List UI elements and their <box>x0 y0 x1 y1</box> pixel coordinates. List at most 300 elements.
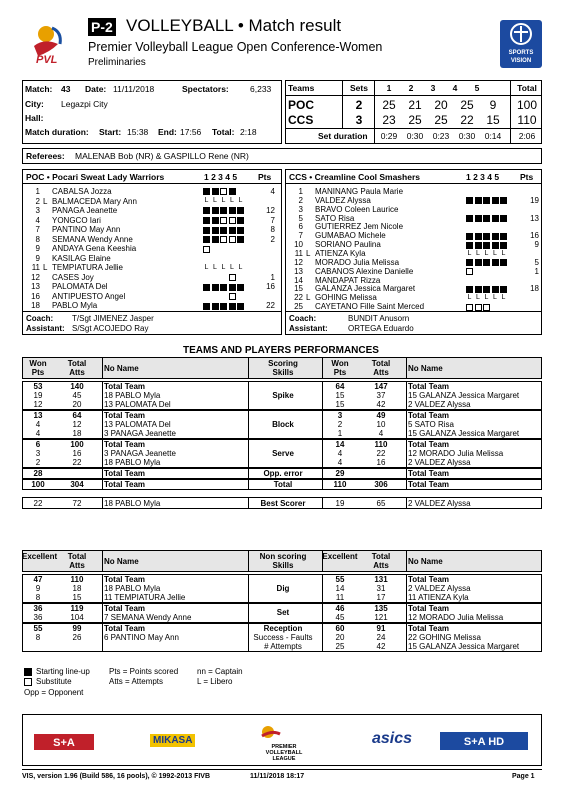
right-atts: 131 <box>374 575 388 584</box>
starter-square-icon <box>483 215 490 222</box>
libero-flag: L <box>43 196 48 206</box>
starter-square-icon <box>466 233 473 240</box>
left-name: Total Team <box>104 469 146 478</box>
player-number: 25 <box>294 302 303 312</box>
footer-version: VIS, version 1.96 (Build 586, 16 pools), © 1992-2013 FIVB <box>22 773 211 780</box>
league-name: Premier Volleyball League Open Conference-Women <box>88 40 383 54</box>
player-number: 11 <box>31 263 40 273</box>
starter-square-icon <box>237 303 244 310</box>
right-atts: 65 <box>376 499 386 508</box>
player-number: 8 <box>35 234 40 244</box>
team-b-pts-header: Pts <box>520 172 534 182</box>
roster-row <box>22 263 282 273</box>
starter-square-icon <box>492 233 499 240</box>
player-name: CABANOS Alexine Danielle <box>315 266 414 276</box>
starter-square-icon <box>212 227 219 234</box>
player-name: GUMABAO Michele <box>315 231 386 241</box>
left-won: 8 <box>35 593 41 602</box>
left-atts: 26 <box>72 633 82 642</box>
right-won: 4 <box>337 449 343 458</box>
column-header: Total <box>67 552 87 561</box>
score-total-points: 110 <box>517 113 537 127</box>
score-set-points: 21 <box>408 98 422 112</box>
starter-square-icon <box>229 227 236 234</box>
legend-starting: Starting line-up <box>36 667 90 676</box>
libero-mark: L <box>204 264 209 272</box>
starter-square-icon <box>500 286 507 293</box>
score-set-points: 25 <box>408 113 422 127</box>
starter-square-icon <box>466 242 473 249</box>
pvl-logo-text: PVL <box>36 54 58 66</box>
left-won: 4 <box>35 420 41 429</box>
left-name: 18 PABLO Myla <box>104 391 161 400</box>
right-name: 22 GOHING Melissa <box>408 633 481 642</box>
player-number: 2 <box>298 195 303 205</box>
start-time: 15:38 <box>127 127 149 137</box>
empty-set-slot <box>203 293 210 300</box>
starter-square-icon <box>220 207 227 214</box>
starter-square-icon <box>212 303 219 310</box>
right-name: Total Team <box>408 440 450 449</box>
left-atts: 119 <box>70 604 84 613</box>
right-won: 25 <box>335 642 345 651</box>
right-won: 45 <box>335 613 345 622</box>
start-label: Start: <box>99 127 122 137</box>
left-name: 13 PALOMATA Del <box>104 400 171 409</box>
left-name: 18 PABLO Myla <box>104 499 161 508</box>
phase-name: Preliminaries <box>88 57 146 68</box>
asics-logo: asics <box>372 730 413 747</box>
right-name: Total Team <box>408 480 450 489</box>
player-name: TEMPIATURA Jellie <box>52 263 123 273</box>
score-header: 4 <box>452 83 458 93</box>
substitute-legend-icon <box>24 678 32 686</box>
column-header: Won <box>331 359 349 368</box>
player-points: 16 <box>266 282 275 292</box>
right-won: 14 <box>335 440 345 449</box>
starter-square-icon <box>212 188 219 195</box>
column-divider <box>406 603 407 623</box>
performances-title: TEAMS AND PLAYERS PERFORMANCES <box>183 345 379 356</box>
score-sets-won: 3 <box>355 113 363 127</box>
set-participation <box>203 273 237 283</box>
right-atts: 37 <box>376 391 386 400</box>
pvl-sponsor-text: PREMIER VOLLEYBALL LEAGUE <box>265 744 303 762</box>
set-participation <box>203 244 212 254</box>
left-atts: 100 <box>70 440 84 449</box>
player-name: ATIENZA Kyla <box>315 249 366 258</box>
player-name: CAYETANO Fille Saint Merced <box>315 302 425 312</box>
right-atts: 24 <box>376 633 386 642</box>
column-header: Pts <box>31 368 45 377</box>
column-divider <box>102 468 103 479</box>
libero-mark: L <box>213 197 217 205</box>
left-name: 3 PANAGA Jeanette <box>104 429 176 438</box>
column-divider <box>406 497 407 509</box>
player-number: 13 <box>31 282 40 292</box>
total-duration: 2:06 <box>518 131 536 141</box>
libero-mark: L <box>213 264 217 272</box>
starter-square-icon <box>475 242 482 249</box>
player-name: VALDEZ Alyssa <box>315 195 371 205</box>
column-divider <box>102 603 103 623</box>
player-name: PABLO Myla <box>52 301 98 311</box>
starter-square-icon <box>500 233 507 240</box>
starter-square-icon <box>203 217 210 224</box>
score-set-points: 25 <box>382 98 396 112</box>
column-divider <box>102 410 103 439</box>
column-divider <box>102 497 103 509</box>
starter-square-icon <box>475 197 482 204</box>
left-name: Total Team <box>104 604 146 613</box>
right-name: Total Team <box>408 575 450 584</box>
roster-row <box>22 273 282 283</box>
set-duration: 0:30 <box>458 131 476 141</box>
right-won: 29 <box>335 469 345 478</box>
player-number: 12 <box>294 257 303 267</box>
left-won: 12 <box>33 400 43 409</box>
starter-square-icon <box>203 207 210 214</box>
score-set-points: 22 <box>460 113 474 127</box>
starter-square-icon <box>229 207 236 214</box>
team-a-coach-label: Coach: <box>26 314 54 323</box>
column-header: No Name <box>104 557 139 566</box>
left-atts: 15 <box>72 593 82 602</box>
right-atts: 49 <box>376 411 386 420</box>
left-atts: 12 <box>72 420 82 429</box>
set-duration: 0:29 <box>380 131 398 141</box>
libero-mark: L <box>501 249 506 257</box>
team-a-sets-header: 1 2 3 4 5 <box>204 172 238 182</box>
libero-mark: L <box>484 249 489 257</box>
column-header: Excellent <box>22 552 58 561</box>
set-participation <box>203 263 246 273</box>
player-points: 8 <box>270 225 275 235</box>
libero-mark: L <box>493 249 497 257</box>
left-won: 13 <box>33 411 43 420</box>
left-won: 2 <box>35 458 41 467</box>
column-header: No Name <box>408 364 443 373</box>
page-code: P-2 <box>88 18 116 36</box>
score-set-points: 25 <box>434 113 448 127</box>
left-won: 6 <box>35 440 41 449</box>
starter-square-icon <box>212 284 219 291</box>
right-name: 2 VALDEZ Alyssa <box>408 400 471 409</box>
roster-row <box>22 292 282 302</box>
player-number: 3 <box>298 204 303 214</box>
left-name: 11 TEMPIATURA Jellie <box>104 593 186 602</box>
team-b-assistant: ORTEGA Eduardo <box>348 324 414 333</box>
column-divider <box>406 623 407 652</box>
right-atts: 306 <box>374 480 388 489</box>
starter-square-icon <box>483 286 490 293</box>
column-divider <box>406 479 407 490</box>
left-atts: 110 <box>70 575 84 584</box>
left-won: 3 <box>35 449 41 458</box>
player-number: 12 <box>31 272 40 282</box>
sports-vision-line1: SPORTS <box>508 50 534 56</box>
left-atts: 64 <box>72 411 82 420</box>
empty-set-slot <box>212 274 219 281</box>
team-b-title: CCS • Creamline Cool Smashers <box>289 172 420 182</box>
roster-row <box>285 302 542 312</box>
player-name: SATO Risa <box>315 213 355 223</box>
score-header: 5 <box>474 83 480 93</box>
libero-flag: L <box>306 293 311 303</box>
spectators-label: Spectators: <box>182 84 229 94</box>
starter-square-icon <box>212 236 219 243</box>
libero-mark: L <box>238 264 243 272</box>
libero-mark: L <box>221 264 226 272</box>
column-divider <box>406 574 407 603</box>
skill-subtitle: # Attempts <box>264 642 302 651</box>
mikasa-logo: MIKASA <box>150 734 195 747</box>
player-name: SORIANO Paulina <box>315 240 381 250</box>
set-participation <box>203 206 246 216</box>
starter-square-icon <box>229 188 236 195</box>
column-divider <box>406 550 407 572</box>
right-atts: 22 <box>376 449 386 458</box>
empty-set-slot <box>203 274 210 281</box>
right-atts: 17 <box>376 593 386 602</box>
skill-name: Dig <box>276 583 290 593</box>
player-name: GOHING Melissa <box>315 293 377 303</box>
player-points: 7 <box>270 215 275 225</box>
column-divider <box>102 550 103 572</box>
player-points: 18 <box>530 284 539 294</box>
starter-square-icon <box>492 197 499 204</box>
left-name: 13 PALOMATA Del <box>104 420 171 429</box>
left-won: 8 <box>35 633 41 642</box>
substitute-square-icon <box>466 304 473 311</box>
player-number: 13 <box>294 266 303 276</box>
player-name: KASILAG Elaine <box>52 253 111 263</box>
team-b-sets-header: 1 2 3 4 5 <box>466 172 500 182</box>
starter-square-icon <box>500 242 507 249</box>
total-label: Total: <box>212 127 235 137</box>
starter-square-icon <box>475 233 482 240</box>
left-name: Total Team <box>104 575 146 584</box>
player-number: 1 <box>35 187 40 196</box>
column-header: Total <box>67 359 87 368</box>
starting-legend-icon <box>24 668 32 676</box>
column-divider <box>102 623 103 652</box>
pvl-logo <box>28 22 74 68</box>
right-atts: 135 <box>374 604 388 613</box>
column-header: Skills <box>272 368 294 377</box>
roster-row <box>22 187 282 197</box>
right-atts: 147 <box>374 382 388 391</box>
substitute-square-icon <box>483 304 490 311</box>
set-participation <box>203 187 237 197</box>
set-duration-label: Set duration <box>318 131 368 141</box>
column-divider <box>406 439 407 468</box>
legend-captain: nn = Captain <box>197 667 243 676</box>
right-name: 11 ATIENZA Kyla <box>408 593 469 602</box>
roster-row <box>22 225 282 235</box>
score-team-name: POC <box>288 98 315 112</box>
right-won: 55 <box>335 575 345 584</box>
right-name: 2 VALDEZ Alyssa <box>408 499 471 508</box>
left-name: Total Team <box>104 382 146 391</box>
svg-text:S+A: S+A <box>53 737 75 749</box>
starter-square-icon <box>212 217 219 224</box>
right-atts: 31 <box>376 584 386 593</box>
right-name: Total Team <box>408 469 450 478</box>
starter-square-icon <box>483 259 490 266</box>
column-divider <box>102 381 103 410</box>
libero-mark: L <box>484 294 489 302</box>
starter-square-icon <box>466 215 473 222</box>
score-set-points: 15 <box>486 113 500 127</box>
team-b-coach-label: Coach: <box>289 314 317 323</box>
right-name: 5 SATO Risa <box>408 420 454 429</box>
left-name: 3 PANAGA Jeanette <box>104 449 176 458</box>
end-time: 17:56 <box>180 127 202 137</box>
starter-square-icon <box>229 284 236 291</box>
player-points: 16 <box>530 231 539 241</box>
left-name: 7 SEMANA Wendy Anne <box>104 613 192 622</box>
column-header: Atts <box>69 368 85 377</box>
starter-square-icon <box>237 227 244 234</box>
player-number: 2 <box>35 196 40 206</box>
left-won: 36 <box>33 604 43 613</box>
player-name: GUTIERREZ Jem Nicole <box>315 222 404 232</box>
starter-square-icon <box>483 233 490 240</box>
team-a-assistant-label: Assistant: <box>26 324 65 333</box>
score-header: Teams <box>288 83 315 93</box>
right-name: Total Team <box>408 604 450 613</box>
referees-label: Referees: <box>26 151 65 161</box>
right-name: 15 GALANZA Jessica Margaret <box>408 642 520 651</box>
left-name: Total Team <box>104 624 146 633</box>
starter-square-icon <box>220 227 227 234</box>
set-participation <box>203 301 246 311</box>
score-set-points: 20 <box>434 98 448 112</box>
set-duration: 0:14 <box>484 131 502 141</box>
starter-square-icon <box>475 215 482 222</box>
svg-text:S+A HD: S+A HD <box>463 736 505 748</box>
player-number: 9 <box>35 244 40 254</box>
score-sets-won: 2 <box>355 98 363 112</box>
team-a-title: POC • Pocari Sweat Lady Warriors <box>26 172 165 182</box>
player-number: 14 <box>294 275 303 285</box>
starter-square-icon <box>483 197 490 204</box>
left-won: 100 <box>31 480 45 489</box>
right-won: 15 <box>335 391 345 400</box>
right-won: 2 <box>337 420 343 429</box>
libero-mark: L <box>467 249 472 257</box>
starter-square-icon <box>203 236 210 243</box>
player-points: 12 <box>266 206 275 216</box>
player-name: CABALSA Jozza <box>52 187 112 196</box>
score-team-name: CCS <box>288 113 314 127</box>
starter-square-icon <box>203 227 210 234</box>
referees-names: MALENAB Bob (NR) & GASPILLO Rene (NR) <box>75 151 249 161</box>
left-won: 53 <box>33 382 43 391</box>
starter-square-icon <box>492 242 499 249</box>
end-label: End: <box>158 127 177 137</box>
team-a-assistant: S/Sgt ACOJEDO Ray <box>72 324 149 333</box>
sports-action-hd-logo <box>440 728 528 754</box>
left-atts: 18 <box>72 429 82 438</box>
substitute-square-icon <box>203 246 210 253</box>
column-divider <box>406 357 407 379</box>
player-number: 11 <box>294 249 303 258</box>
score-set-points: 23 <box>382 113 396 127</box>
right-atts: 110 <box>374 440 388 449</box>
column-divider <box>406 381 407 410</box>
starter-square-icon <box>203 284 210 291</box>
left-atts: 18 <box>72 584 82 593</box>
left-name: 18 PABLO Myla <box>104 458 161 467</box>
left-name: Total Team <box>104 440 146 449</box>
right-won: 46 <box>335 604 345 613</box>
roster-team-b <box>285 187 542 311</box>
footer-timestamp: 11/11/2018 18:17 <box>250 773 305 780</box>
score-set-points: 25 <box>460 98 474 112</box>
player-number: 6 <box>298 222 303 232</box>
legend-libero: L = Libero <box>197 677 233 686</box>
column-header: Non scoring <box>259 552 307 561</box>
starter-square-icon <box>500 197 507 204</box>
duration-label: Match duration: <box>25 127 89 137</box>
player-points: 2 <box>270 234 275 244</box>
player-name: SEMANA Wendy Anne <box>52 234 133 244</box>
player-points: 19 <box>530 195 539 205</box>
skill-name: Reception <box>263 624 303 633</box>
player-points: 22 <box>266 301 275 311</box>
right-name: 2 VALDEZ Alyssa <box>408 584 471 593</box>
left-won: 4 <box>35 429 41 438</box>
right-name: Total Team <box>408 382 450 391</box>
empty-set-slot <box>220 274 227 281</box>
player-points: 4 <box>270 187 275 196</box>
substitute-square-icon <box>229 236 236 243</box>
right-atts: 91 <box>376 624 386 633</box>
starter-square-icon <box>500 215 507 222</box>
player-points: 5 <box>534 257 539 267</box>
starter-square-icon <box>229 303 236 310</box>
left-won: 9 <box>35 584 41 593</box>
footer-page: Page 1 <box>512 773 535 780</box>
player-number: 15 <box>294 284 303 294</box>
libero-mark: L <box>221 197 226 205</box>
player-name: MANINANG Paula Marie <box>315 187 404 196</box>
roster-row <box>22 282 282 292</box>
starter-square-icon <box>475 286 482 293</box>
starter-square-icon <box>220 284 227 291</box>
sports-vision-logo <box>500 20 542 68</box>
sports-vision-line2: VISION <box>510 58 532 64</box>
legend-atts: Atts = Attempts <box>109 677 164 686</box>
right-atts: 42 <box>376 642 386 651</box>
player-points: 1 <box>534 266 539 276</box>
starter-square-icon <box>237 217 244 224</box>
libero-mark: L <box>476 249 480 257</box>
column-divider <box>102 574 103 603</box>
set-participation <box>203 225 246 235</box>
right-name: 12 MORADO Julia Melissa <box>408 613 504 622</box>
team-b-assistant-label: Assistant: <box>289 324 328 333</box>
hall-label: Hall: <box>25 113 44 123</box>
roster-row <box>22 235 282 245</box>
roster-row <box>22 254 282 264</box>
score-header: Total <box>517 83 537 93</box>
substitute-square-icon <box>220 236 227 243</box>
column-header: Atts <box>69 561 85 570</box>
roster-row <box>22 197 282 207</box>
